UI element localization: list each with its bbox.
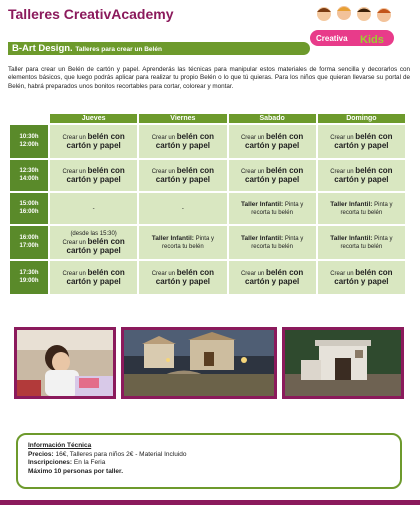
info-box bbox=[16, 433, 402, 489]
svg-text:Kids: Kids bbox=[360, 34, 384, 46]
workshop-title: belén con bbox=[355, 268, 393, 277]
empty-slot: - bbox=[92, 205, 95, 212]
workshop-title: cartón y papel bbox=[245, 277, 300, 286]
workshop-title: belén con bbox=[265, 268, 304, 277]
schedule-cell bbox=[50, 261, 137, 294]
schedule-cell bbox=[50, 193, 137, 224]
workshop-type: Taller Infantil: bbox=[330, 234, 373, 242]
time-label: 10:30h bbox=[19, 134, 39, 140]
workshop-prefix: Crear un bbox=[240, 271, 265, 277]
day-header: Viernes bbox=[139, 114, 226, 123]
workshop-desc: Pinta y bbox=[284, 201, 304, 208]
subtitle-rest: Talleres para crear un Belén bbox=[75, 46, 162, 53]
time-note: (desde las 15:30) bbox=[70, 231, 117, 237]
day-header: Jueves bbox=[50, 114, 137, 123]
creativa-kids-logo bbox=[296, 4, 408, 52]
day-header: Sabado bbox=[229, 114, 316, 123]
schedule-cell bbox=[229, 261, 316, 294]
subtitle-main: B-Art Design. bbox=[12, 43, 73, 54]
time-label: 17:00h bbox=[19, 242, 39, 249]
workshop-title: cartón y papel bbox=[245, 175, 300, 184]
schedule-cell bbox=[139, 193, 226, 224]
time-slot bbox=[10, 125, 48, 158]
workshop-title: belén con bbox=[355, 132, 393, 141]
schedule-cell bbox=[139, 226, 226, 259]
workshop-title: belén con bbox=[87, 132, 125, 141]
workshop-title: cartón y papel bbox=[245, 141, 300, 150]
schedule-row bbox=[10, 226, 405, 259]
precios-label: Precios: bbox=[28, 450, 54, 458]
workshop-type: Taller Infantil: bbox=[241, 200, 284, 208]
info-inscripciones bbox=[28, 459, 400, 468]
bottom-border bbox=[0, 500, 420, 505]
workshop-title: belén con bbox=[355, 166, 393, 175]
photo-cardboard-house bbox=[282, 327, 404, 399]
workshop-desc: Pinta y bbox=[195, 235, 214, 242]
schedule-cell bbox=[229, 226, 316, 259]
schedule-cell bbox=[50, 160, 137, 191]
workshop-prefix: Crear un bbox=[62, 135, 86, 141]
subtitle-bar bbox=[8, 42, 310, 55]
photo-child-drawing bbox=[14, 327, 116, 399]
schedule-cell bbox=[318, 261, 405, 294]
time-slot bbox=[10, 226, 48, 259]
workshop-title: belén con bbox=[87, 268, 125, 277]
workshop-title: cartón y papel bbox=[334, 277, 389, 286]
time-slot bbox=[10, 160, 48, 191]
workshop-title: cartón y papel bbox=[155, 277, 210, 286]
time-label: 14:00h bbox=[19, 175, 39, 182]
schedule-table bbox=[8, 112, 407, 296]
time-label: 15:00h bbox=[19, 201, 39, 207]
workshop-desc: Pinta y bbox=[374, 235, 393, 242]
photo-nativity-scene bbox=[121, 327, 277, 399]
schedule-cell bbox=[229, 193, 316, 224]
time-label: 19:00h bbox=[19, 277, 39, 284]
workshop-type: Taller Infantil: bbox=[330, 200, 373, 208]
workshop-title: cartón y papel bbox=[155, 175, 210, 184]
workshop-type: Taller Infantil: bbox=[151, 234, 194, 242]
workshop-title: cartón y papel bbox=[334, 141, 389, 150]
workshop-prefix: Crear un bbox=[330, 135, 354, 141]
workshop-desc: recorta tu belén bbox=[340, 243, 383, 250]
time-slot bbox=[10, 193, 48, 224]
schedule-row bbox=[10, 125, 405, 158]
time-label: 17:30h bbox=[19, 270, 39, 276]
workshop-prefix: Crear un bbox=[62, 240, 86, 246]
workshop-title: cartón y papel bbox=[66, 141, 121, 150]
workshop-prefix: Crear un bbox=[330, 169, 354, 175]
intro-paragraph: Taller para crear un Belén de cartón y papel. Aprenderás las técnicas para manipular estos materiales de forma sencilla y decorarlos con elementos básicos, que luego podrás aplicar para realizar tu propio Belén o lo que tú quieras. Para los niños que quieran llevarse su portal de Belén, habrá preparados unos bonitos recortables para cortar, colorear y montar. bbox=[8, 66, 410, 90]
schedule-row bbox=[10, 193, 405, 224]
inscripciones-value: En la Feria bbox=[73, 459, 106, 466]
workshop-desc: recorta tu belén bbox=[251, 243, 293, 250]
schedule-header-row bbox=[10, 114, 405, 123]
info-maximo bbox=[28, 468, 400, 477]
schedule-row bbox=[10, 160, 405, 191]
schedule-cell bbox=[229, 160, 316, 191]
workshop-prefix: Crear un bbox=[240, 135, 265, 141]
workshop-title: cartón y papel bbox=[66, 246, 121, 255]
workshop-desc: Pinta y bbox=[374, 201, 393, 208]
schedule-cell bbox=[318, 125, 405, 158]
inscripciones-label: Inscripciones: bbox=[28, 459, 73, 466]
workshop-desc: Pinta y bbox=[284, 235, 304, 242]
workshop-title: belén con bbox=[176, 268, 215, 277]
workshop-title: belén con bbox=[176, 166, 215, 175]
workshop-type: Taller Infantil: bbox=[241, 234, 284, 242]
svg-text:Creativa: Creativa bbox=[316, 34, 348, 43]
schedule-cell bbox=[318, 226, 405, 259]
workshop-prefix: Crear un bbox=[151, 169, 176, 175]
info-precios bbox=[28, 451, 400, 460]
workshop-desc: recorta tu belén bbox=[340, 209, 383, 216]
workshop-desc: recorta tu belén bbox=[162, 243, 204, 250]
time-slot bbox=[10, 261, 48, 294]
time-label: 16:00h bbox=[19, 208, 39, 215]
empty-slot: - bbox=[181, 205, 184, 212]
workshop-title: belén con bbox=[176, 132, 215, 141]
schedule-cell bbox=[229, 125, 316, 158]
schedule-cell bbox=[139, 125, 226, 158]
workshop-prefix: Crear un bbox=[151, 135, 176, 141]
schedule-cell bbox=[318, 193, 405, 224]
schedule-cell bbox=[139, 261, 226, 294]
schedule-cell bbox=[318, 160, 405, 191]
workshop-prefix: Crear un bbox=[151, 271, 176, 277]
page-title: Talleres CreativAcademy bbox=[8, 6, 174, 22]
precios-value: 16€, Talleres para niños 2€ - Material Incluido bbox=[55, 450, 187, 458]
workshop-prefix: Crear un bbox=[330, 271, 354, 277]
workshop-prefix: Crear un bbox=[62, 169, 86, 175]
day-header: Domingo bbox=[318, 114, 405, 123]
info-heading: Información Técnica bbox=[28, 442, 92, 449]
workshop-title: cartón y papel bbox=[66, 175, 121, 184]
workshop-title: cartón y papel bbox=[155, 141, 210, 150]
schedule-cell bbox=[50, 125, 137, 158]
schedule-cell bbox=[50, 226, 137, 259]
workshop-desc: recorta tu belén bbox=[251, 209, 293, 216]
workshop-prefix: Crear un bbox=[62, 271, 86, 277]
workshop-title: belén con bbox=[87, 166, 125, 175]
workshop-title: belén con bbox=[87, 237, 125, 246]
time-label: 12:30h bbox=[19, 168, 39, 174]
schedule-row bbox=[10, 261, 405, 294]
maximo-text: Máximo 10 personas por taller. bbox=[28, 467, 124, 475]
corner-cell bbox=[10, 114, 48, 123]
workshop-title: belén con bbox=[265, 166, 304, 175]
time-label: 16:00h bbox=[19, 235, 39, 241]
time-label: 12:00h bbox=[19, 141, 39, 148]
workshop-title: belén con bbox=[265, 132, 304, 141]
schedule-cell bbox=[139, 160, 226, 191]
workshop-prefix: Crear un bbox=[240, 169, 265, 175]
workshop-title: cartón y papel bbox=[66, 277, 121, 286]
workshop-title: cartón y papel bbox=[334, 175, 389, 184]
